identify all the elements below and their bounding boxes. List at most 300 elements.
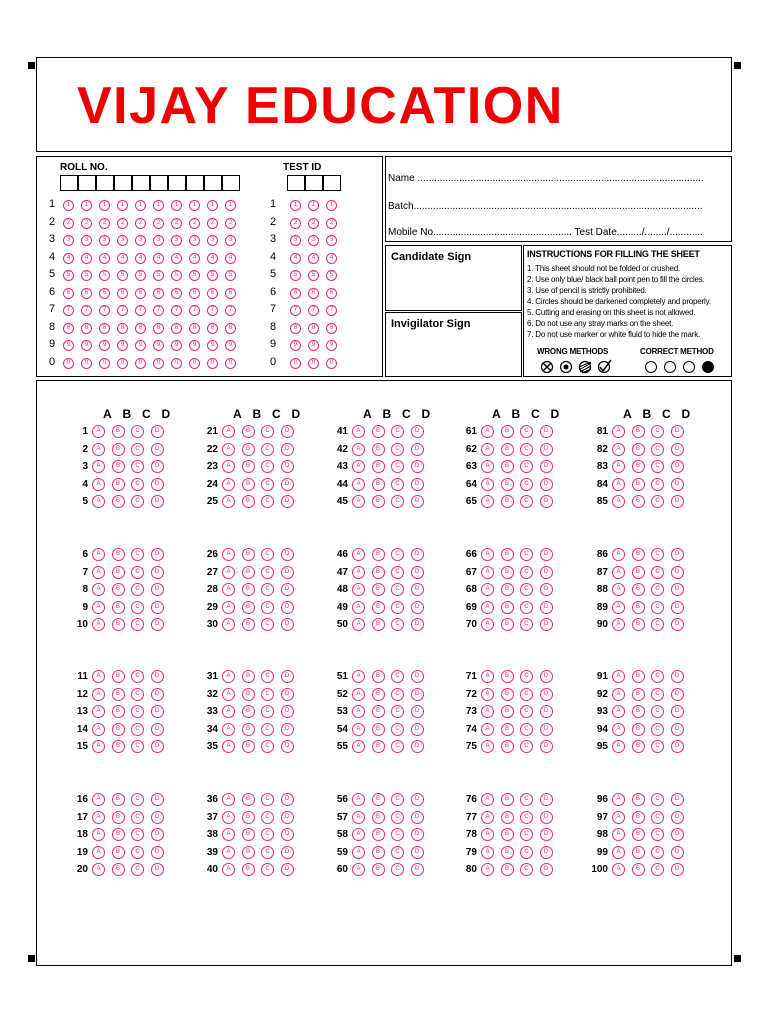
roll-digit-bubble[interactable]: 1 <box>171 200 182 211</box>
answer-bubble-d[interactable]: D <box>540 740 553 753</box>
answer-bubble-a[interactable]: A <box>352 846 365 859</box>
test-id-digit-bubble[interactable]: 5 <box>326 270 337 281</box>
answer-bubble-d[interactable]: D <box>281 670 294 683</box>
roll-digit-bubble[interactable]: 1 <box>135 200 146 211</box>
answer-bubble-b[interactable]: B <box>372 566 385 579</box>
answer-bubble-a[interactable]: A <box>92 583 105 596</box>
roll-digit-bubble[interactable]: 5 <box>99 270 110 281</box>
answer-bubble-d[interactable]: D <box>671 863 684 876</box>
answer-bubble-a[interactable]: A <box>481 705 494 718</box>
answer-bubble-b[interactable]: B <box>372 863 385 876</box>
answer-bubble-d[interactable]: D <box>540 601 553 614</box>
answer-bubble-a[interactable]: A <box>481 460 494 473</box>
answer-bubble-b[interactable]: B <box>632 495 645 508</box>
roll-digit-bubble[interactable]: 4 <box>117 253 128 264</box>
roll-digit-bubble[interactable]: 9 <box>153 340 164 351</box>
answer-bubble-c[interactable]: C <box>520 566 533 579</box>
answer-bubble-c[interactable]: C <box>651 846 664 859</box>
roll-digit-bubble[interactable]: 9 <box>99 340 110 351</box>
roll-digit-bubble[interactable]: 1 <box>63 200 74 211</box>
answer-bubble-a[interactable]: A <box>222 601 235 614</box>
answer-bubble-b[interactable]: B <box>372 478 385 491</box>
answer-bubble-c[interactable]: C <box>391 723 404 736</box>
roll-digit-bubble[interactable]: 5 <box>135 270 146 281</box>
answer-bubble-d[interactable]: D <box>411 688 424 701</box>
roll-digit-bubble[interactable]: 5 <box>63 270 74 281</box>
answer-bubble-d[interactable]: D <box>411 846 424 859</box>
answer-bubble-a[interactable]: A <box>352 566 365 579</box>
answer-bubble-c[interactable]: C <box>131 495 144 508</box>
answer-bubble-c[interactable]: C <box>391 601 404 614</box>
answer-bubble-b[interactable]: B <box>242 566 255 579</box>
answer-bubble-c[interactable]: C <box>261 601 274 614</box>
answer-bubble-a[interactable]: A <box>612 670 625 683</box>
answer-bubble-c[interactable]: C <box>261 828 274 841</box>
roll-digit-bubble[interactable]: 6 <box>117 288 128 299</box>
test-id-digit-bubble[interactable]: 6 <box>290 288 301 299</box>
roll-digit-bubble[interactable]: 2 <box>225 218 236 229</box>
roll-digit-bubble[interactable]: 4 <box>63 253 74 264</box>
roll-digit-bubble[interactable]: 9 <box>63 340 74 351</box>
roll-digit-bubble[interactable]: 5 <box>171 270 182 281</box>
roll-digit-bubble[interactable]: 2 <box>99 218 110 229</box>
answer-bubble-a[interactable]: A <box>612 828 625 841</box>
answer-bubble-b[interactable]: B <box>372 705 385 718</box>
answer-bubble-a[interactable]: A <box>352 601 365 614</box>
answer-bubble-d[interactable]: D <box>540 566 553 579</box>
roll-digit-bubble[interactable]: 3 <box>207 235 218 246</box>
answer-bubble-b[interactable]: B <box>372 846 385 859</box>
answer-bubble-a[interactable]: A <box>352 425 365 438</box>
answer-bubble-a[interactable]: A <box>352 618 365 631</box>
answer-bubble-b[interactable]: B <box>501 846 514 859</box>
answer-bubble-d[interactable]: D <box>671 443 684 456</box>
answer-bubble-b[interactable]: B <box>372 495 385 508</box>
answer-bubble-c[interactable]: C <box>651 548 664 561</box>
answer-bubble-d[interactable]: D <box>151 460 164 473</box>
answer-bubble-a[interactable]: A <box>612 583 625 596</box>
roll-number-cell[interactable] <box>204 175 222 191</box>
answer-bubble-b[interactable]: B <box>242 425 255 438</box>
answer-bubble-b[interactable]: B <box>632 793 645 806</box>
roll-digit-bubble[interactable]: 3 <box>63 235 74 246</box>
answer-bubble-d[interactable]: D <box>540 670 553 683</box>
answer-bubble-b[interactable]: B <box>112 846 125 859</box>
answer-bubble-a[interactable]: A <box>612 425 625 438</box>
test-id-digit-bubble[interactable]: 4 <box>326 253 337 264</box>
answer-bubble-b[interactable]: B <box>242 723 255 736</box>
answer-bubble-c[interactable]: C <box>391 583 404 596</box>
answer-bubble-a[interactable]: A <box>352 670 365 683</box>
answer-bubble-c[interactable]: C <box>391 828 404 841</box>
roll-digit-bubble[interactable]: 5 <box>81 270 92 281</box>
answer-bubble-c[interactable]: C <box>131 443 144 456</box>
answer-bubble-c[interactable]: C <box>261 846 274 859</box>
answer-bubble-c[interactable]: C <box>261 723 274 736</box>
answer-bubble-b[interactable]: B <box>501 443 514 456</box>
answer-bubble-a[interactable]: A <box>481 846 494 859</box>
roll-digit-bubble[interactable]: 8 <box>117 323 128 334</box>
answer-bubble-a[interactable]: A <box>352 811 365 824</box>
answer-bubble-d[interactable]: D <box>411 863 424 876</box>
answer-bubble-c[interactable]: C <box>651 723 664 736</box>
answer-bubble-c[interactable]: C <box>651 478 664 491</box>
roll-digit-bubble[interactable]: 4 <box>225 253 236 264</box>
answer-bubble-d[interactable]: D <box>671 583 684 596</box>
answer-bubble-a[interactable]: A <box>352 583 365 596</box>
answer-bubble-c[interactable]: C <box>261 688 274 701</box>
answer-bubble-a[interactable]: A <box>222 495 235 508</box>
answer-bubble-b[interactable]: B <box>501 863 514 876</box>
answer-bubble-c[interactable]: C <box>520 793 533 806</box>
test-id-digit-bubble[interactable]: 3 <box>290 235 301 246</box>
answer-bubble-d[interactable]: D <box>540 846 553 859</box>
answer-bubble-b[interactable]: B <box>632 460 645 473</box>
answer-bubble-c[interactable]: C <box>520 618 533 631</box>
roll-digit-bubble[interactable]: 8 <box>81 323 92 334</box>
answer-bubble-c[interactable]: C <box>651 425 664 438</box>
answer-bubble-c[interactable]: C <box>391 618 404 631</box>
answer-bubble-b[interactable]: B <box>501 688 514 701</box>
answer-bubble-a[interactable]: A <box>222 811 235 824</box>
answer-bubble-d[interactable]: D <box>151 548 164 561</box>
answer-bubble-c[interactable]: C <box>651 618 664 631</box>
answer-bubble-b[interactable]: B <box>242 548 255 561</box>
roll-number-cell[interactable] <box>96 175 114 191</box>
answer-bubble-d[interactable]: D <box>411 460 424 473</box>
answer-bubble-a[interactable]: A <box>222 688 235 701</box>
answer-bubble-b[interactable]: B <box>112 443 125 456</box>
answer-bubble-b[interactable]: B <box>501 793 514 806</box>
test-id-digit-bubble[interactable]: 1 <box>308 200 319 211</box>
answer-bubble-b[interactable]: B <box>242 583 255 596</box>
answer-bubble-d[interactable]: D <box>540 688 553 701</box>
answer-bubble-c[interactable]: C <box>391 863 404 876</box>
answer-bubble-d[interactable]: D <box>151 443 164 456</box>
answer-bubble-a[interactable]: A <box>612 740 625 753</box>
roll-digit-bubble[interactable]: 3 <box>99 235 110 246</box>
answer-bubble-d[interactable]: D <box>540 793 553 806</box>
test-id-cell[interactable] <box>305 175 323 191</box>
roll-digit-bubble[interactable]: 1 <box>81 200 92 211</box>
answer-bubble-c[interactable]: C <box>651 863 664 876</box>
answer-bubble-b[interactable]: B <box>112 811 125 824</box>
answer-bubble-c[interactable]: C <box>391 846 404 859</box>
roll-digit-bubble[interactable]: 5 <box>225 270 236 281</box>
batch-field[interactable]: Batch........................................................................................................ <box>388 201 703 212</box>
answer-bubble-a[interactable]: A <box>92 846 105 859</box>
answer-bubble-b[interactable]: B <box>501 723 514 736</box>
answer-bubble-d[interactable]: D <box>281 811 294 824</box>
answer-bubble-c[interactable]: C <box>261 460 274 473</box>
roll-digit-bubble[interactable]: 0 <box>153 358 164 369</box>
answer-bubble-c[interactable]: C <box>131 723 144 736</box>
answer-bubble-d[interactable]: D <box>281 705 294 718</box>
roll-digit-bubble[interactable]: 3 <box>225 235 236 246</box>
answer-bubble-b[interactable]: B <box>372 811 385 824</box>
answer-bubble-a[interactable]: A <box>481 566 494 579</box>
answer-bubble-b[interactable]: B <box>501 583 514 596</box>
roll-number-cell[interactable] <box>222 175 240 191</box>
answer-bubble-a[interactable]: A <box>92 723 105 736</box>
answer-bubble-a[interactable]: A <box>92 548 105 561</box>
answer-bubble-b[interactable]: B <box>112 425 125 438</box>
answer-bubble-d[interactable]: D <box>151 863 164 876</box>
answer-bubble-c[interactable]: C <box>651 828 664 841</box>
answer-bubble-d[interactable]: D <box>671 478 684 491</box>
answer-bubble-c[interactable]: C <box>261 740 274 753</box>
answer-bubble-d[interactable]: D <box>671 425 684 438</box>
answer-bubble-b[interactable]: B <box>372 583 385 596</box>
answer-bubble-b[interactable]: B <box>632 863 645 876</box>
answer-bubble-c[interactable]: C <box>651 460 664 473</box>
answer-bubble-c[interactable]: C <box>261 618 274 631</box>
answer-bubble-c[interactable]: C <box>131 618 144 631</box>
answer-bubble-d[interactable]: D <box>411 548 424 561</box>
answer-bubble-a[interactable]: A <box>481 828 494 841</box>
answer-bubble-c[interactable]: C <box>520 478 533 491</box>
answer-bubble-d[interactable]: D <box>281 601 294 614</box>
answer-bubble-a[interactable]: A <box>92 688 105 701</box>
answer-bubble-c[interactable]: C <box>131 688 144 701</box>
answer-bubble-a[interactable]: A <box>352 705 365 718</box>
answer-bubble-c[interactable]: C <box>520 443 533 456</box>
answer-bubble-d[interactable]: D <box>540 583 553 596</box>
roll-number-cell[interactable] <box>78 175 96 191</box>
answer-bubble-b[interactable]: B <box>501 618 514 631</box>
answer-bubble-c[interactable]: C <box>651 705 664 718</box>
roll-digit-bubble[interactable]: 3 <box>117 235 128 246</box>
answer-bubble-b[interactable]: B <box>112 478 125 491</box>
answer-bubble-d[interactable]: D <box>411 583 424 596</box>
answer-bubble-a[interactable]: A <box>481 793 494 806</box>
answer-bubble-c[interactable]: C <box>520 705 533 718</box>
answer-bubble-b[interactable]: B <box>112 705 125 718</box>
roll-digit-bubble[interactable]: 6 <box>99 288 110 299</box>
roll-digit-bubble[interactable]: 4 <box>153 253 164 264</box>
answer-bubble-d[interactable]: D <box>671 548 684 561</box>
answer-bubble-a[interactable]: A <box>222 566 235 579</box>
answer-bubble-a[interactable]: A <box>222 460 235 473</box>
answer-bubble-a[interactable]: A <box>222 443 235 456</box>
answer-bubble-b[interactable]: B <box>632 443 645 456</box>
answer-bubble-c[interactable]: C <box>391 811 404 824</box>
roll-digit-bubble[interactable]: 6 <box>225 288 236 299</box>
answer-bubble-d[interactable]: D <box>540 548 553 561</box>
answer-bubble-c[interactable]: C <box>520 670 533 683</box>
answer-bubble-c[interactable]: C <box>520 846 533 859</box>
roll-digit-bubble[interactable]: 4 <box>81 253 92 264</box>
answer-bubble-b[interactable]: B <box>112 828 125 841</box>
answer-bubble-c[interactable]: C <box>131 793 144 806</box>
test-id-digit-bubble[interactable]: 6 <box>308 288 319 299</box>
answer-bubble-d[interactable]: D <box>671 566 684 579</box>
test-id-digit-bubble[interactable]: 0 <box>290 358 301 369</box>
roll-digit-bubble[interactable]: 3 <box>81 235 92 246</box>
roll-digit-bubble[interactable]: 3 <box>189 235 200 246</box>
candidate-sign-box[interactable] <box>385 245 522 311</box>
test-id-digit-bubble[interactable]: 3 <box>326 235 337 246</box>
answer-bubble-d[interactable]: D <box>151 618 164 631</box>
roll-digit-bubble[interactable]: 0 <box>171 358 182 369</box>
answer-bubble-a[interactable]: A <box>92 495 105 508</box>
answer-bubble-b[interactable]: B <box>632 618 645 631</box>
answer-bubble-b[interactable]: B <box>112 601 125 614</box>
answer-bubble-b[interactable]: B <box>242 811 255 824</box>
answer-bubble-a[interactable]: A <box>612 601 625 614</box>
roll-digit-bubble[interactable]: 0 <box>189 358 200 369</box>
answer-bubble-b[interactable]: B <box>242 793 255 806</box>
answer-bubble-b[interactable]: B <box>372 670 385 683</box>
answer-bubble-a[interactable]: A <box>222 618 235 631</box>
answer-bubble-d[interactable]: D <box>281 425 294 438</box>
roll-digit-bubble[interactable]: 8 <box>225 323 236 334</box>
answer-bubble-c[interactable]: C <box>651 793 664 806</box>
answer-bubble-d[interactable]: D <box>411 443 424 456</box>
answer-bubble-b[interactable]: B <box>112 723 125 736</box>
answer-bubble-c[interactable]: C <box>261 811 274 824</box>
answer-bubble-b[interactable]: B <box>112 566 125 579</box>
answer-bubble-a[interactable]: A <box>92 443 105 456</box>
answer-bubble-b[interactable]: B <box>501 740 514 753</box>
answer-bubble-d[interactable]: D <box>281 723 294 736</box>
answer-bubble-c[interactable]: C <box>261 793 274 806</box>
roll-digit-bubble[interactable]: 8 <box>99 323 110 334</box>
answer-bubble-a[interactable]: A <box>92 566 105 579</box>
answer-bubble-a[interactable]: A <box>481 443 494 456</box>
test-id-digit-bubble[interactable]: 9 <box>326 340 337 351</box>
answer-bubble-c[interactable]: C <box>261 583 274 596</box>
answer-bubble-d[interactable]: D <box>281 566 294 579</box>
answer-bubble-d[interactable]: D <box>151 828 164 841</box>
answer-bubble-b[interactable]: B <box>242 670 255 683</box>
roll-digit-bubble[interactable]: 8 <box>207 323 218 334</box>
answer-bubble-a[interactable]: A <box>612 443 625 456</box>
answer-bubble-b[interactable]: B <box>632 723 645 736</box>
answer-bubble-b[interactable]: B <box>501 425 514 438</box>
roll-digit-bubble[interactable]: 9 <box>189 340 200 351</box>
answer-bubble-c[interactable]: C <box>391 425 404 438</box>
answer-bubble-a[interactable]: A <box>352 828 365 841</box>
answer-bubble-a[interactable]: A <box>352 460 365 473</box>
roll-digit-bubble[interactable]: 8 <box>189 323 200 334</box>
roll-digit-bubble[interactable]: 8 <box>63 323 74 334</box>
roll-number-cell[interactable] <box>132 175 150 191</box>
answer-bubble-b[interactable]: B <box>632 688 645 701</box>
answer-bubble-a[interactable]: A <box>352 478 365 491</box>
answer-bubble-a[interactable]: A <box>612 723 625 736</box>
answer-bubble-b[interactable]: B <box>632 846 645 859</box>
roll-digit-bubble[interactable]: 4 <box>207 253 218 264</box>
answer-bubble-a[interactable]: A <box>352 443 365 456</box>
answer-bubble-b[interactable]: B <box>112 863 125 876</box>
answer-bubble-d[interactable]: D <box>411 495 424 508</box>
roll-digit-bubble[interactable]: 2 <box>117 218 128 229</box>
answer-bubble-b[interactable]: B <box>632 811 645 824</box>
answer-bubble-d[interactable]: D <box>151 495 164 508</box>
answer-bubble-c[interactable]: C <box>391 793 404 806</box>
answer-bubble-b[interactable]: B <box>501 460 514 473</box>
answer-bubble-d[interactable]: D <box>151 583 164 596</box>
answer-bubble-c[interactable]: C <box>391 566 404 579</box>
answer-bubble-b[interactable]: B <box>242 688 255 701</box>
answer-bubble-d[interactable]: D <box>671 740 684 753</box>
answer-bubble-a[interactable]: A <box>222 705 235 718</box>
answer-bubble-a[interactable]: A <box>222 583 235 596</box>
answer-bubble-a[interactable]: A <box>612 688 625 701</box>
answer-bubble-d[interactable]: D <box>540 478 553 491</box>
answer-bubble-b[interactable]: B <box>242 478 255 491</box>
answer-bubble-a[interactable]: A <box>352 688 365 701</box>
roll-digit-bubble[interactable]: 9 <box>207 340 218 351</box>
answer-bubble-c[interactable]: C <box>651 688 664 701</box>
answer-bubble-c[interactable]: C <box>651 670 664 683</box>
test-id-digit-bubble[interactable]: 7 <box>290 305 301 316</box>
answer-bubble-c[interactable]: C <box>391 443 404 456</box>
roll-number-cell[interactable] <box>114 175 132 191</box>
answer-bubble-c[interactable]: C <box>520 425 533 438</box>
mobile-field[interactable]: Mobile No.................................................. Test Date........./......../............ <box>388 227 703 238</box>
answer-bubble-c[interactable]: C <box>131 863 144 876</box>
test-id-digit-bubble[interactable]: 2 <box>308 218 319 229</box>
answer-bubble-a[interactable]: A <box>92 460 105 473</box>
roll-digit-bubble[interactable]: 2 <box>189 218 200 229</box>
roll-digit-bubble[interactable]: 8 <box>171 323 182 334</box>
roll-digit-bubble[interactable]: 4 <box>189 253 200 264</box>
roll-digit-bubble[interactable]: 7 <box>171 305 182 316</box>
answer-bubble-d[interactable]: D <box>281 548 294 561</box>
answer-bubble-d[interactable]: D <box>411 828 424 841</box>
answer-bubble-a[interactable]: A <box>92 670 105 683</box>
answer-bubble-d[interactable]: D <box>151 793 164 806</box>
answer-bubble-d[interactable]: D <box>671 601 684 614</box>
answer-bubble-b[interactable]: B <box>242 460 255 473</box>
roll-digit-bubble[interactable]: 2 <box>81 218 92 229</box>
roll-digit-bubble[interactable]: 1 <box>117 200 128 211</box>
roll-number-cell[interactable] <box>150 175 168 191</box>
answer-bubble-c[interactable]: C <box>131 478 144 491</box>
answer-bubble-a[interactable]: A <box>92 705 105 718</box>
answer-bubble-c[interactable]: C <box>391 688 404 701</box>
answer-bubble-a[interactable]: A <box>352 863 365 876</box>
answer-bubble-d[interactable]: D <box>151 740 164 753</box>
roll-digit-bubble[interactable]: 0 <box>63 358 74 369</box>
answer-bubble-b[interactable]: B <box>112 460 125 473</box>
roll-digit-bubble[interactable]: 4 <box>135 253 146 264</box>
answer-bubble-c[interactable]: C <box>131 740 144 753</box>
answer-bubble-d[interactable]: D <box>411 601 424 614</box>
answer-bubble-d[interactable]: D <box>411 478 424 491</box>
roll-digit-bubble[interactable]: 0 <box>135 358 146 369</box>
answer-bubble-a[interactable]: A <box>481 740 494 753</box>
test-id-digit-bubble[interactable]: 8 <box>290 323 301 334</box>
answer-bubble-d[interactable]: D <box>540 495 553 508</box>
answer-bubble-d[interactable]: D <box>151 688 164 701</box>
answer-bubble-a[interactable]: A <box>92 478 105 491</box>
answer-bubble-c[interactable]: C <box>131 425 144 438</box>
roll-digit-bubble[interactable]: 9 <box>171 340 182 351</box>
answer-bubble-c[interactable]: C <box>651 601 664 614</box>
answer-bubble-b[interactable]: B <box>372 723 385 736</box>
answer-bubble-b[interactable]: B <box>112 740 125 753</box>
answer-bubble-d[interactable]: D <box>411 723 424 736</box>
roll-digit-bubble[interactable]: 0 <box>81 358 92 369</box>
answer-bubble-b[interactable]: B <box>372 443 385 456</box>
answer-bubble-d[interactable]: D <box>281 618 294 631</box>
answer-bubble-a[interactable]: A <box>222 478 235 491</box>
answer-bubble-b[interactable]: B <box>632 478 645 491</box>
answer-bubble-b[interactable]: B <box>242 618 255 631</box>
